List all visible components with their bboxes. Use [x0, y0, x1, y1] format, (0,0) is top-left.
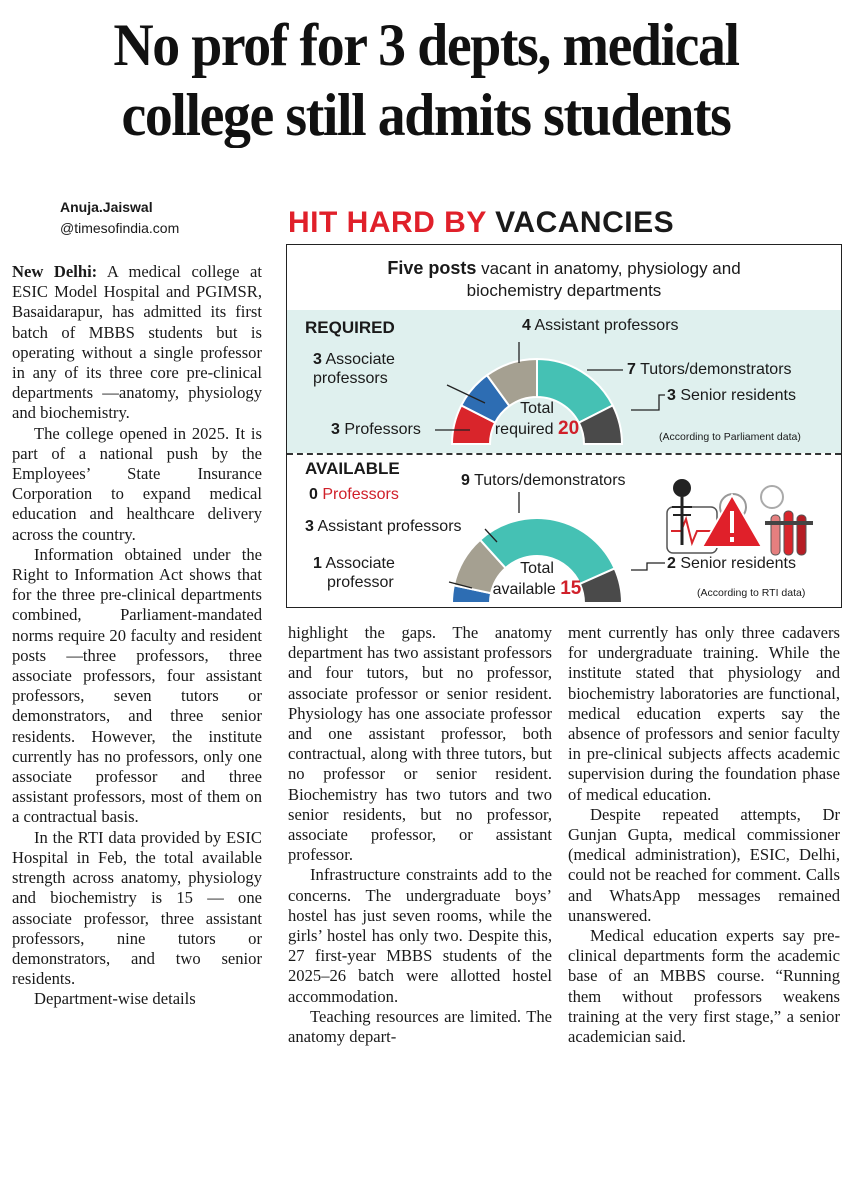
- req-prof-label: 3 Professors: [331, 421, 421, 438]
- subtitle-rest: vacant in anatomy, physiology and: [481, 259, 741, 278]
- subtitle-line2: biochemistry departments: [466, 281, 662, 300]
- req-tutors-label: 7 Tutors/demonstrators: [627, 361, 792, 378]
- avail-senior-label: 2 Senior residents: [667, 555, 796, 572]
- required-label: REQUIRED: [305, 318, 395, 337]
- req-total: Total required 20: [494, 400, 580, 439]
- paragraph: Teaching resources are limited. The anatomy depart-: [288, 1006, 552, 1047]
- paragraph: Medical education experts say pre-clinical departments form the academic base of an MBBS course. “Running them without professors weakens training at the very first stage,” a senior academician said.: [568, 926, 840, 1047]
- alert-illustration: [667, 479, 813, 555]
- req-source: (According to Parliament data): [659, 431, 801, 443]
- skeleton-icon: [673, 479, 691, 497]
- article-column-1: [12, 262, 262, 1010]
- infographic: [283, 204, 843, 608]
- avail-prof-label: 0 Professors: [309, 486, 399, 503]
- avail-source: (According to RTI data): [697, 587, 806, 599]
- subtitle-bold: Five posts: [387, 258, 477, 278]
- byline: [60, 197, 179, 239]
- headline-line-2: college still admits students: [121, 82, 731, 148]
- infographic-box: [286, 244, 842, 608]
- paragraph: The college opened in 2025. It is part of a national push by the Employees’ State Insurance Corporation to expand medical education and healthcare delivery across the country.: [12, 423, 262, 544]
- headline: [30, 10, 822, 150]
- available-label: AVAILABLE: [305, 459, 400, 478]
- leader-senior-req: [631, 395, 665, 410]
- headline-line-1: No prof for 3 depts, medical: [113, 12, 739, 78]
- dateline: New Delhi:: [12, 262, 98, 281]
- req-asst-label: 4 Assistant professors: [522, 317, 679, 334]
- article-column-3: [568, 623, 840, 1047]
- paragraph: New Delhi: A medical college at ESIC Model Hospital and PGIMSR, Basaidarapur, has admitted its first batch of MBBS students but is operating without a single professor in any of its three core pre-clinical departments —anatomy, physiology and biochemistry.: [12, 262, 262, 423]
- infographic-title: [288, 206, 674, 240]
- paragraph: In the RTI data provided by ESIC Hospital in Feb, the total available strength across anatomy, physiology and biochemistry is 15 — one associate professor, three assistant professors, nine tutors or demonstrators, and two senior residents.: [12, 827, 262, 989]
- paragraph: ment currently has only three cadavers for undergraduate training. While the institute stated that physiology and biochemistry laboratories are functional, medical education experts say the absence of professors and senior faculty in pre-clinical subjects affects academic supervision during the foundation phase of medical education.: [568, 623, 840, 804]
- paragraph: highlight the gaps. The anatomy department has two assistant professors and four tutors, but no professor, associate professor or senior resident. Physiology has one associate professor and one assistant professor, both contractual, along with three tutors, but no professor or senior resident. Biochemistry has two tutors and two senior residents, but no professor, associate professor, or assistant professor.: [288, 623, 552, 865]
- req-senior-label: 3 Senior residents: [667, 387, 796, 404]
- req-assoc-label: 3 Associate professors: [313, 351, 395, 387]
- title-red: HIT HARD BY: [288, 206, 487, 239]
- byline-handle: @timesofindia.com: [60, 220, 180, 236]
- article-column-2: [288, 623, 552, 1047]
- paragraph: Information obtained under the Right to Information Act shows that for the three pre-clinical departments combined, Parliament-mandated norms require 20 faculty and resident posts —three professors, three associate professors, four assistant professors, seven tutors or demonstrators, and three senior residents. However, the institute currently has no professors, only one associate professor and three assistant professors, most of them on a contractual basis.: [12, 544, 262, 827]
- title-black: VACANCIES: [495, 206, 675, 239]
- person-icon-2: [761, 486, 783, 508]
- avail-tutors-label: 9 Tutors/demonstrators: [461, 472, 626, 489]
- paragraph: Department-wise details: [34, 989, 196, 1009]
- avail-assoc-label: 1 Associate professor: [313, 555, 395, 591]
- avail-total: Total available 15: [492, 560, 582, 599]
- paragraph: Infrastructure constraints add to the concerns. The undergraduate boys’ hostel has just seven rooms, while the girls’ hostel has only two. Despite this, 27 first-year MBBS students of the 2025–26 batch were allotted hostel accommodation.: [288, 865, 552, 1006]
- test-tube-icon-2: [784, 511, 793, 555]
- paragraph: Despite repeated attempts, Dr Gunjan Gupta, medical commissioner (medical administration), ESIC, Delhi, could not be reached for comment. Calls and WhatsApp messages remained unanswered.: [568, 804, 840, 925]
- byline-name: Anuja.Jaiswal: [60, 199, 153, 215]
- leader-senior-avail: [631, 563, 665, 570]
- avail-asst-label: 3 Assistant professors: [305, 518, 462, 535]
